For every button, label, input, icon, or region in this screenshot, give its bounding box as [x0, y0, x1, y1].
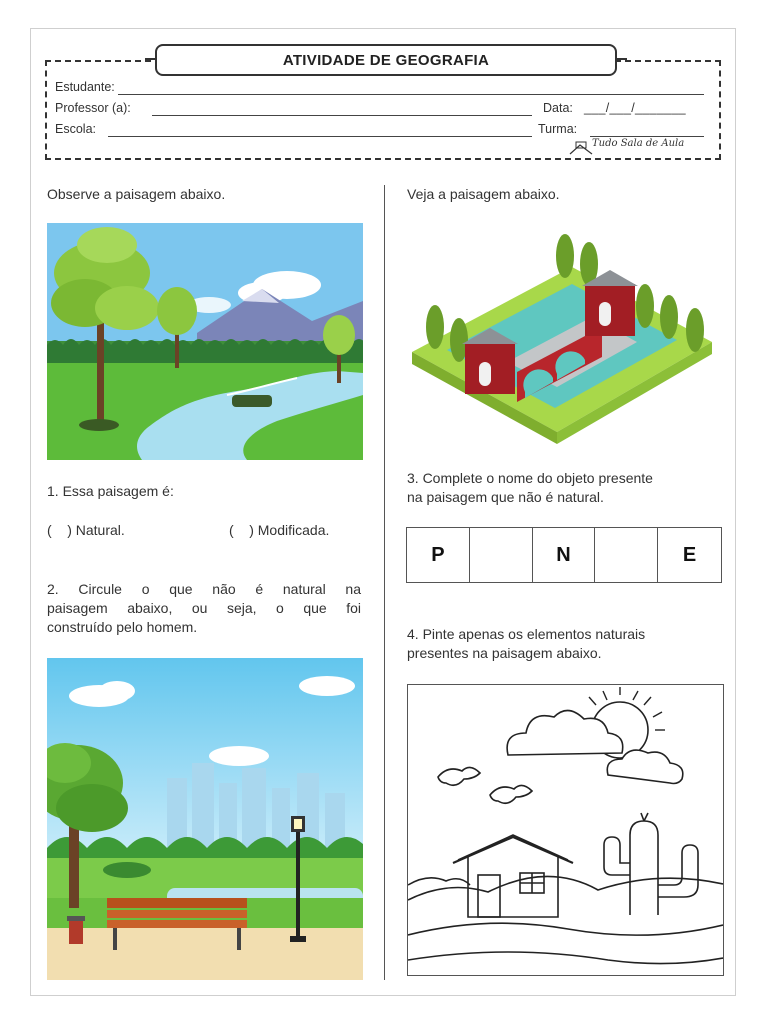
- brand-logo: Tudo Sala de Aula: [592, 138, 685, 149]
- letter-box-5[interactable]: E: [682, 543, 697, 566]
- letter-boxes: [406, 527, 722, 583]
- date-field[interactable]: ___/___/_______: [584, 101, 686, 115]
- option-natural[interactable]: ( ) Natural.: [47, 522, 125, 538]
- observe-text: Observe a paisagem abaixo.: [47, 186, 226, 202]
- worksheet-title: ATIVIDADE DE GEOGRAFIA: [155, 44, 617, 76]
- question-2-line-3: construído pelo homem.: [47, 619, 198, 635]
- letter-box-4[interactable]: [595, 528, 658, 582]
- student-field[interactable]: [118, 94, 704, 95]
- veja-text: Veja a paisagem abaixo.: [407, 186, 560, 202]
- question-4-line-1: 4. Pinte apenas os elementos naturais: [407, 626, 646, 642]
- river-landscape-image: [47, 223, 363, 460]
- date-label: Data:: [543, 101, 573, 115]
- question-4-line-2: presentes na paisagem abaixo.: [407, 645, 602, 661]
- teacher-field[interactable]: [152, 115, 532, 116]
- bridge-image: [407, 222, 723, 447]
- class-field[interactable]: [590, 136, 704, 137]
- teacher-label: Professor (a):: [55, 101, 131, 115]
- option-modified[interactable]: ( ) Modificada.: [229, 522, 330, 538]
- coloring-landscape-image[interactable]: [407, 684, 724, 976]
- question-1: 1. Essa paisagem é:: [47, 483, 174, 499]
- class-label: Turma:: [538, 122, 578, 136]
- school-field[interactable]: [108, 136, 532, 137]
- letter-box-3[interactable]: N: [533, 528, 596, 582]
- question-3-line-1: 3. Complete o nome do objeto presente: [407, 470, 653, 486]
- student-label: Estudante:: [55, 80, 115, 94]
- letter-box-1[interactable]: P: [407, 528, 470, 582]
- school-label: Escola:: [55, 122, 96, 136]
- letter-box-2[interactable]: [470, 528, 533, 582]
- question-2-line-2: paisagem abaixo, ou seja, o que foi: [47, 600, 361, 616]
- blackboard-icon: [568, 140, 594, 156]
- question-3-line-2: na paisagem que não é natural.: [407, 489, 604, 505]
- question-2-line-1: 2. Circule o que não é natural na: [47, 581, 361, 597]
- park-image: [47, 658, 363, 980]
- column-divider: [384, 185, 385, 980]
